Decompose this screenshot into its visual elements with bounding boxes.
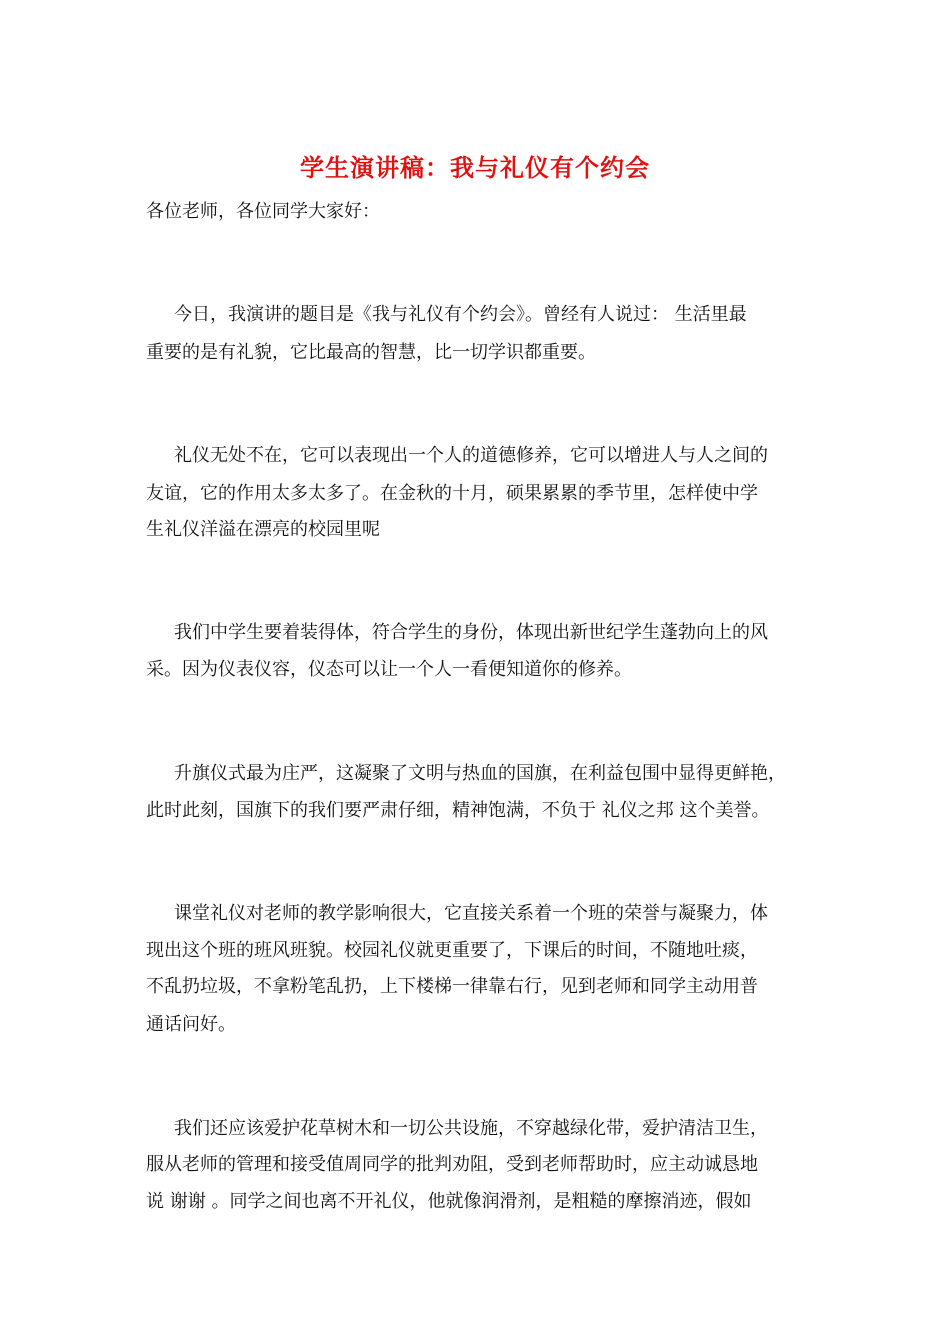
paragraph-4-line-2: 此时此刻，国旗下的我们要严肃仔细，精神饱满，不负于 礼仪之邦 这个美誉。 xyxy=(146,800,770,821)
paragraph-5-line-4: 通话问好。 xyxy=(146,1014,236,1035)
paragraph-6-line-1: 我们还应该爱护花草树木和一切公共设施，不穿越绿化带，爱护清洁卫生， xyxy=(174,1118,768,1139)
paragraph-4-line-1: 升旗仪式最为庄严，这凝聚了文明与热血的国旗，在利益包围中显得更鲜艳， xyxy=(174,763,786,784)
paragraph-5-line-1: 课堂礼仪对老师的教学影响很大，它直接关系着一个班的荣誉与凝聚力，体 xyxy=(174,903,768,924)
paragraph-2-line-1: 礼仪无处不在，它可以表现出一个人的道德修养，它可以增进人与人之间的 xyxy=(174,445,768,466)
paragraph-5-line-3: 不乱扔垃圾，不拿粉笔乱扔，上下楼梯一律靠右行，见到老师和同学主动用普 xyxy=(146,976,758,997)
paragraph-2-line-3: 生礼仪洋溢在漂亮的校园里呢 xyxy=(146,519,380,540)
paragraph-1-line-2: 重要的是有礼貌，它比最高的智慧，比一切学识都重要。 xyxy=(146,342,596,363)
paragraph-6-line-3: 说 谢谢 。同学之间也离不开礼仪，他就像润滑剂，是粗糙的摩擦消迹，假如 xyxy=(146,1191,752,1212)
paragraph-3-line-2: 采。因为仪表仪容，仪态可以让一个人一看便知道你的修养。 xyxy=(146,659,632,680)
paragraph-5-line-2: 现出这个班的班风班貌。校园礼仪就更重要了，下课后的时间，不随地吐痰， xyxy=(146,940,758,961)
document-title: 学生演讲稿：我与礼仪有个约会 xyxy=(300,153,650,182)
paragraph-3-line-1: 我们中学生要着装得体，符合学生的身份，体现出新世纪学生蓬勃向上的风 xyxy=(174,622,768,643)
paragraph-2-line-2: 友谊，它的作用太多太多了。在金秋的十月，硕果累累的季节里，怎样使中学 xyxy=(146,483,758,504)
paragraph-1-line-1: 今日，我演讲的题目是《我与礼仪有个约会》。曾经有人说过： 生活里最 xyxy=(174,304,747,325)
paragraph-6-line-2: 服从老师的管理和接受值周同学的批判劝阻，受到老师帮助时，应主动诚恳地 xyxy=(146,1154,758,1175)
salutation: 各位老师，各位同学大家好： xyxy=(146,201,380,222)
